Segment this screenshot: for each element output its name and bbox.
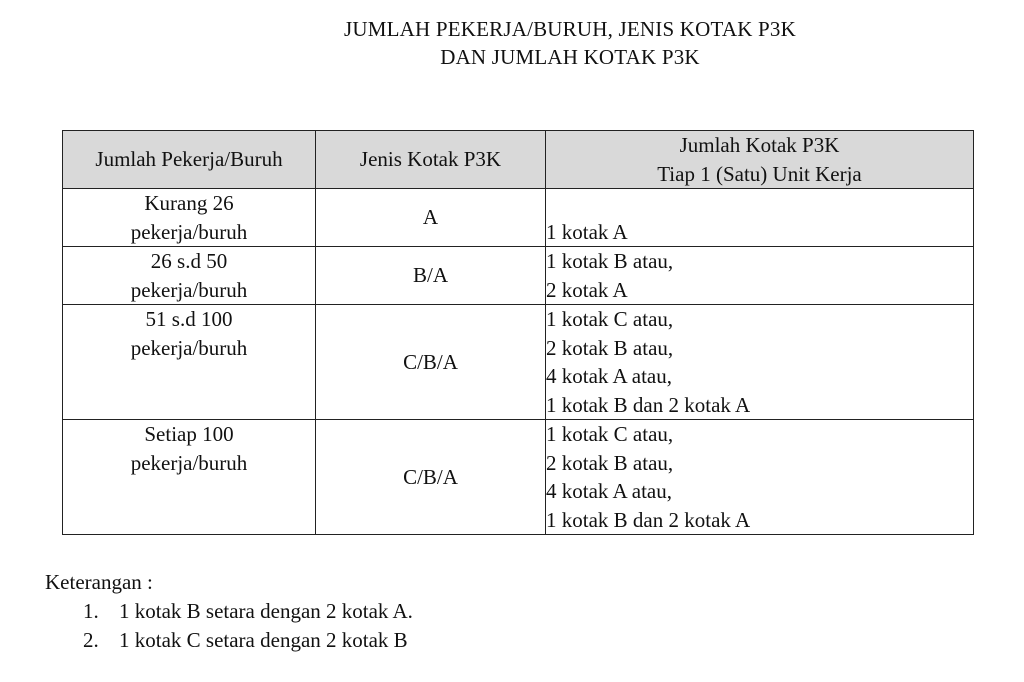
box-count-text: 1 kotak B atau, bbox=[546, 249, 674, 273]
box-count-text: 1 kotak B dan 2 kotak A bbox=[546, 392, 751, 417]
box-type-cell: C/B/A bbox=[316, 305, 546, 420]
table-row bbox=[63, 305, 974, 420]
box-count-cell bbox=[546, 420, 974, 535]
box-count-text: 2 kotak B atau, bbox=[546, 335, 674, 360]
workers-text: Kurang 26 bbox=[144, 191, 234, 215]
notes-heading: Keterangan : bbox=[45, 570, 153, 594]
box-count-cell bbox=[546, 305, 974, 420]
header-box-count bbox=[546, 131, 974, 189]
workers-text: pekerja/buruh bbox=[130, 450, 248, 475]
header-workers: Jumlah Pekerja/Buruh bbox=[63, 131, 316, 189]
box-count-cell bbox=[546, 247, 974, 305]
box-count-text: 1 kotak B dan 2 kotak A bbox=[546, 507, 751, 532]
workers-cell bbox=[63, 420, 316, 535]
table-row bbox=[63, 189, 974, 247]
workers-text: 51 s.d 100 bbox=[145, 307, 233, 331]
workers-text: pekerja/buruh bbox=[130, 335, 248, 360]
note-number: 2. bbox=[83, 628, 99, 652]
note-text: 1 kotak B setara dengan 2 kotak A. bbox=[119, 599, 413, 623]
note-item bbox=[45, 626, 413, 655]
table-header-row bbox=[63, 131, 974, 189]
box-count-text: 1 kotak C atau, bbox=[546, 307, 674, 331]
p3k-table bbox=[62, 130, 974, 535]
document-title-line-2: DAN JUMLAH KOTAK P3K bbox=[440, 45, 700, 69]
workers-text: Setiap 100 bbox=[144, 422, 234, 446]
box-type-cell: B/A bbox=[316, 247, 546, 305]
box-count-text: 2 kotak A bbox=[546, 277, 628, 302]
box-count-cell bbox=[546, 189, 974, 247]
box-count-text: 2 kotak B atau, bbox=[546, 450, 674, 475]
workers-text: pekerja/buruh bbox=[130, 277, 248, 302]
box-type-cell: A bbox=[316, 189, 546, 247]
header-box-count-line-1: Jumlah Kotak P3K bbox=[679, 133, 840, 157]
note-number: 1. bbox=[83, 599, 99, 623]
workers-cell bbox=[63, 305, 316, 420]
box-count-text: 1 kotak C atau, bbox=[546, 422, 674, 446]
box-count-text: 1 kotak A bbox=[546, 219, 628, 244]
note-item bbox=[45, 597, 413, 626]
header-box-count-line-2: Tiap 1 (Satu) Unit Kerja bbox=[657, 161, 862, 186]
box-count-text: 4 kotak A atau, bbox=[546, 479, 672, 503]
notes-section bbox=[45, 568, 413, 655]
workers-cell bbox=[63, 189, 316, 247]
workers-text: pekerja/buruh bbox=[130, 219, 248, 244]
box-count-text: 4 kotak A atau, bbox=[546, 364, 672, 388]
workers-text: 26 s.d 50 bbox=[150, 249, 228, 273]
note-text: 1 kotak C setara dengan 2 kotak B bbox=[119, 628, 408, 652]
table-row bbox=[63, 247, 974, 305]
table-row bbox=[63, 420, 974, 535]
document-title-line-1: JUMLAH PEKERJA/BURUH, JENIS KOTAK P3K bbox=[344, 17, 796, 41]
workers-cell bbox=[63, 247, 316, 305]
box-type-cell: C/B/A bbox=[316, 420, 546, 535]
header-box-type: Jenis Kotak P3K bbox=[316, 131, 546, 189]
